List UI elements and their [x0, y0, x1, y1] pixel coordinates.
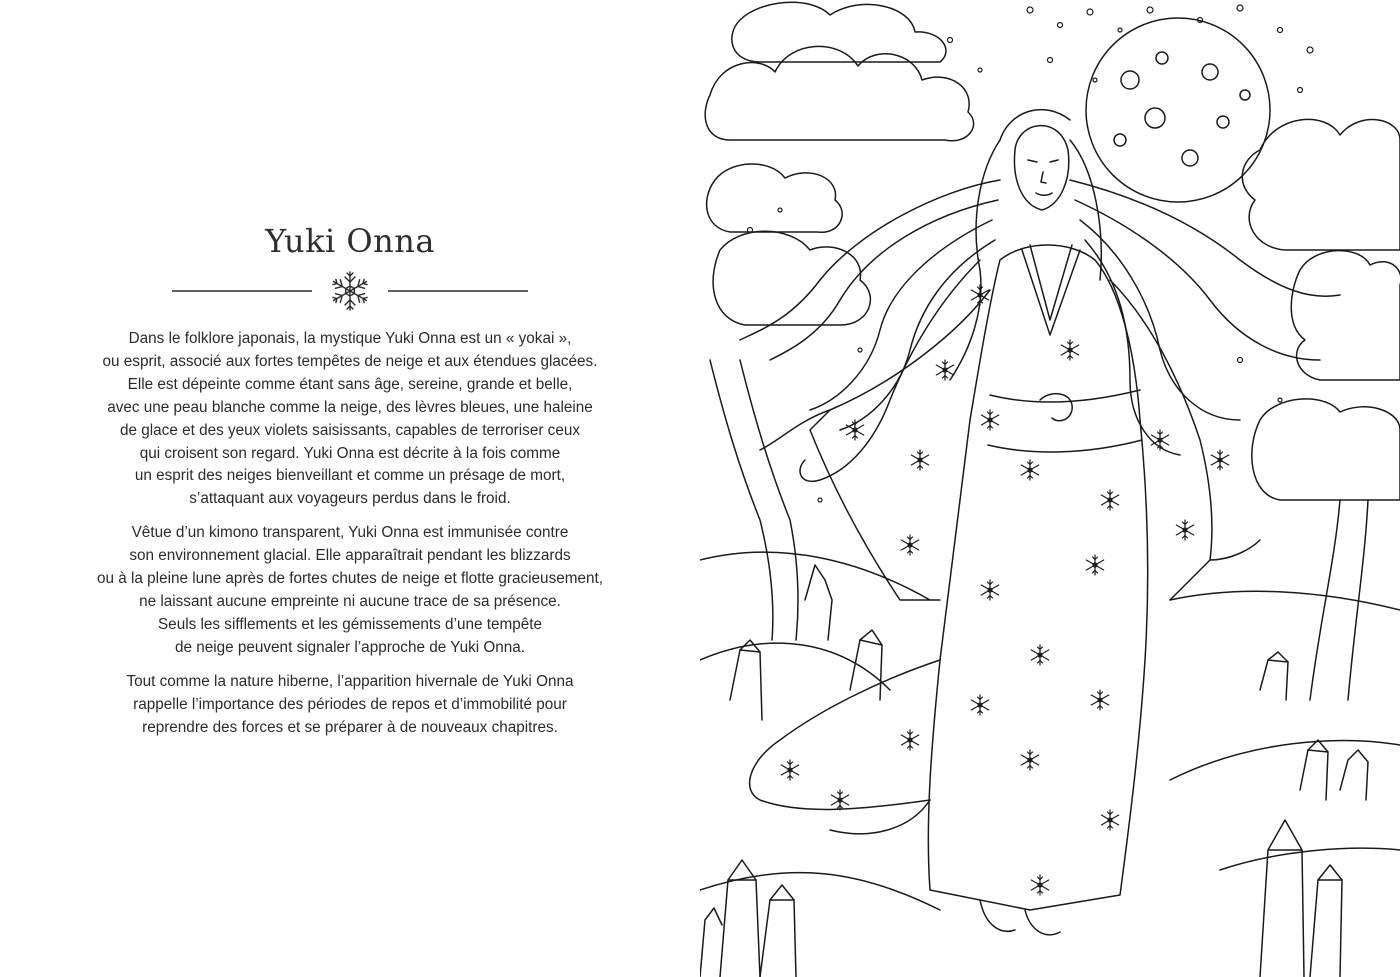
yuki-onna-illustration: [700, 0, 1400, 977]
snow-dots: [748, 5, 1314, 502]
snowflake-icon: [331, 272, 369, 310]
page-title: Yuki Onna: [265, 222, 435, 260]
paragraph-2: [90, 522, 610, 659]
kimono-snowflakes: [781, 285, 1228, 895]
text-line: un esprit des neiges bienveillant et comme un présage de mort,: [134, 467, 566, 485]
paragraph-3: [90, 671, 610, 740]
text-line: Elle est dépeinte comme étant sans âge, sereine, grande et belle,: [127, 375, 573, 393]
crystals-right: [1260, 652, 1368, 977]
text-line: ne laissant aucune empreinte ni aucune trace de sa présence.: [139, 592, 561, 610]
title-ornament: [170, 266, 530, 316]
cloud-right: [1242, 119, 1400, 250]
paragraph-1: [90, 328, 610, 511]
text-line: Vêtue d’un kimono transparent, Yuki Onna est immunisée contre: [131, 524, 569, 542]
hill-front: [700, 873, 940, 910]
text-line: Seuls les sifflements et les gémissements d’une tempête: [157, 615, 543, 633]
text-line: reprendre des forces et se préparer à de nouveaux chapitres.: [142, 718, 558, 736]
text-line: rappelle l’importance des périodes de repos et d’immobilité pour: [133, 695, 567, 713]
cloud-right-2: [1291, 251, 1400, 380]
hill-mid: [700, 643, 890, 690]
tree-left: [710, 360, 773, 640]
cloud-top: [732, 2, 946, 62]
illustration-page: [700, 0, 1400, 977]
text-line: Tout comme la nature hiberne, l’apparition hivernale de Yuki Onna: [126, 672, 574, 690]
head: [1014, 126, 1068, 210]
hill-front-right: [1170, 741, 1400, 780]
text-line: de neige peuvent signaler l’approche de Yuki Onna.: [174, 638, 526, 656]
kimono-train: [750, 660, 940, 809]
sleeve-left: [810, 290, 990, 600]
kimono: [928, 245, 1147, 910]
cloud-left: [705, 46, 973, 140]
text-line: ou à la pleine lune après de fortes chutes de neige et flotte gracieusement,: [97, 570, 603, 588]
collar: [1030, 245, 1072, 320]
tree-right: [1310, 500, 1340, 700]
text-line: s’attaquant aux voyageurs perdus dans le froid.: [189, 490, 511, 508]
text-line: Dans le folklore japonais, la mystique Yuki Onna est un « yokai »,: [128, 330, 572, 347]
text-line: de glace et des yeux violets saisissants, capables de terroriser ceux: [120, 421, 580, 439]
text-line: qui croisent son regard. Yuki Onna est décrite à la fois comme: [139, 444, 561, 462]
body-text: [90, 328, 610, 750]
text-line: ou esprit, associé aux fortes tempêtes de neige et aux étendues glacées.: [102, 352, 598, 370]
hair-outline: [950, 140, 1000, 380]
hill-right: [1170, 591, 1400, 610]
ink-lines: [700, 2, 1400, 977]
text-line: son environnement glacial. Elle apparaîtrait pendant les blizzards: [129, 547, 571, 565]
text-line: avec une peau blanche comme la neige, des lèvres bleues, une haleine: [107, 398, 593, 416]
